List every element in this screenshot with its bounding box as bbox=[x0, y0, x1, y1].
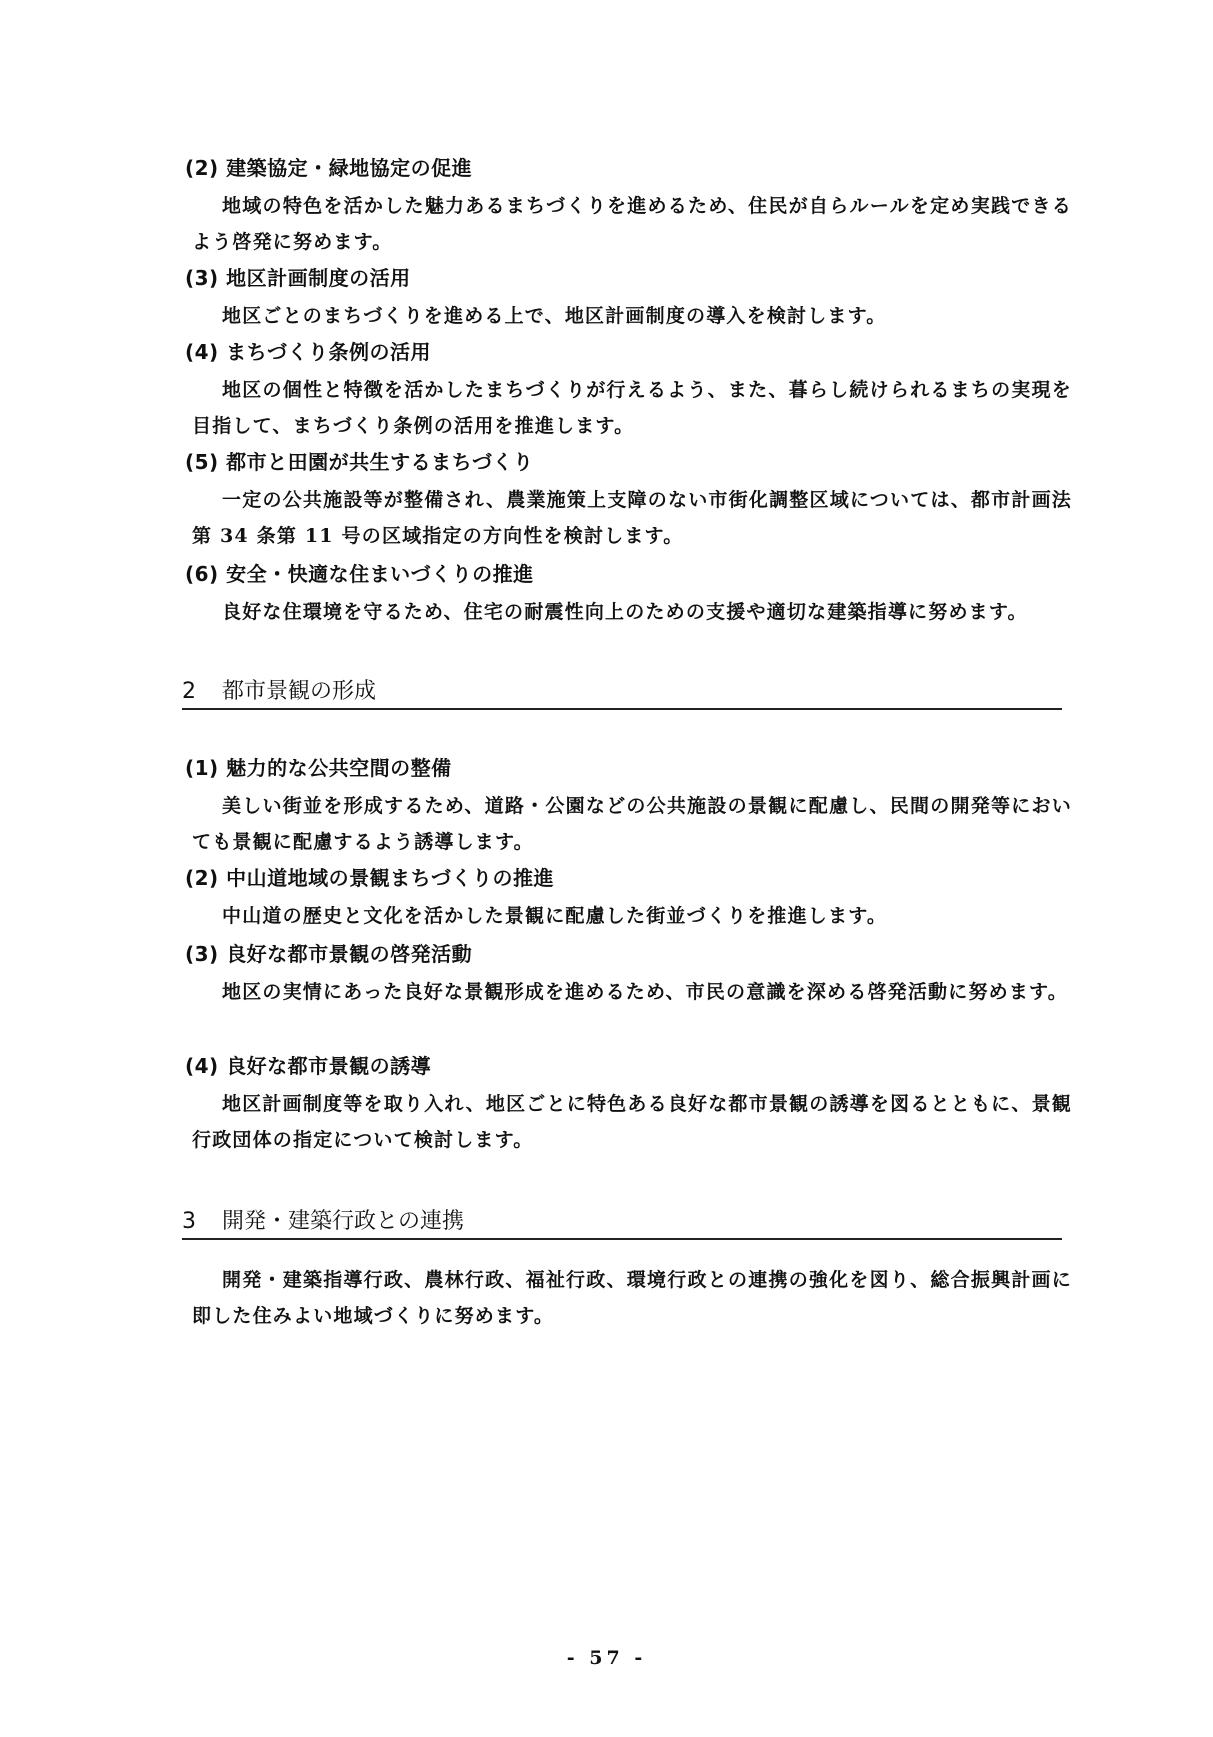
item-body: 地区の個性と特徴を活かしたまちづくりが行えるよう、また、暮らし続けられるまちの実現を目指して、まちづくり条例の活用を推進します。 bbox=[192, 379, 1072, 437]
item-heading: (5) 都市と田園が共生するまちづくり bbox=[185, 450, 534, 474]
section-number: 3 bbox=[182, 1209, 196, 1234]
item-body: 地域の特色を活かした魅力あるまちづくりを進めるため、住民が自らルールを定め実践できるよう啓発に努めます。 bbox=[192, 195, 1072, 253]
item-body: 美しい街並を形成するため、道路・公園などの公共施設の景観に配慮し、民間の開発等においても景観に配慮するよう誘導します。 bbox=[192, 795, 1072, 853]
item-heading: (6) 安全・快適な住まいづくりの推進 bbox=[185, 562, 534, 586]
item-heading: (1) 魅力的な公共空間の整備 bbox=[185, 756, 452, 780]
item-heading: (3) 地区計画制度の活用 bbox=[185, 266, 411, 290]
item-body: 一定の公共施設等が整備され、農業施策上支障のない市街化調整区域については、都市計画法第 34 条第 11 号の区域指定の方向性を検討します。 bbox=[192, 489, 1072, 547]
section-number: 2 bbox=[182, 679, 196, 704]
section-title: 開発・建築行政との連携 bbox=[222, 1209, 465, 1234]
page-number: - 57 - bbox=[566, 1647, 647, 1669]
section-heading bbox=[182, 1208, 1062, 1240]
item-body: 良好な住環境を守るため、住宅の耐震性向上のための支援や適切な建築指導に努めます。 bbox=[222, 601, 1028, 623]
item-body: 地区の実情にあった良好な景観形成を進めるため、市民の意識を深める啓発活動に努めます。 bbox=[222, 981, 1068, 1003]
item-heading: (4) まちづくり条例の活用 bbox=[185, 340, 431, 364]
section-body: 開発・建築指導行政、農林行政、福祉行政、環境行政との連携の強化を図り、総合振興計画に即した住みよい地域づくりに努めます。 bbox=[192, 1269, 1072, 1327]
section-title: 都市景観の形成 bbox=[222, 679, 377, 704]
item-heading: (2) 建築協定・緑地協定の促進 bbox=[185, 156, 473, 180]
item-heading: (2) 中山道地域の景観まちづくりの推進 bbox=[185, 866, 554, 890]
item-heading: (3) 良好な都市景観の啓発活動 bbox=[185, 942, 473, 966]
item-body: 中山道の歴史と文化を活かした景観に配慮した街並づくりを推進します。 bbox=[222, 905, 888, 927]
item-body: 地区ごとのまちづくりを進める上で、地区計画制度の導入を検討します。 bbox=[222, 305, 887, 327]
item-heading: (4) 良好な都市景観の誘導 bbox=[185, 1054, 432, 1078]
section-heading bbox=[182, 678, 1062, 710]
item-body: 地区計画制度等を取り入れ、地区ごとに特色ある良好な都市景観の誘導を図るとともに、景観行政団体の指定について検討します。 bbox=[192, 1093, 1072, 1151]
